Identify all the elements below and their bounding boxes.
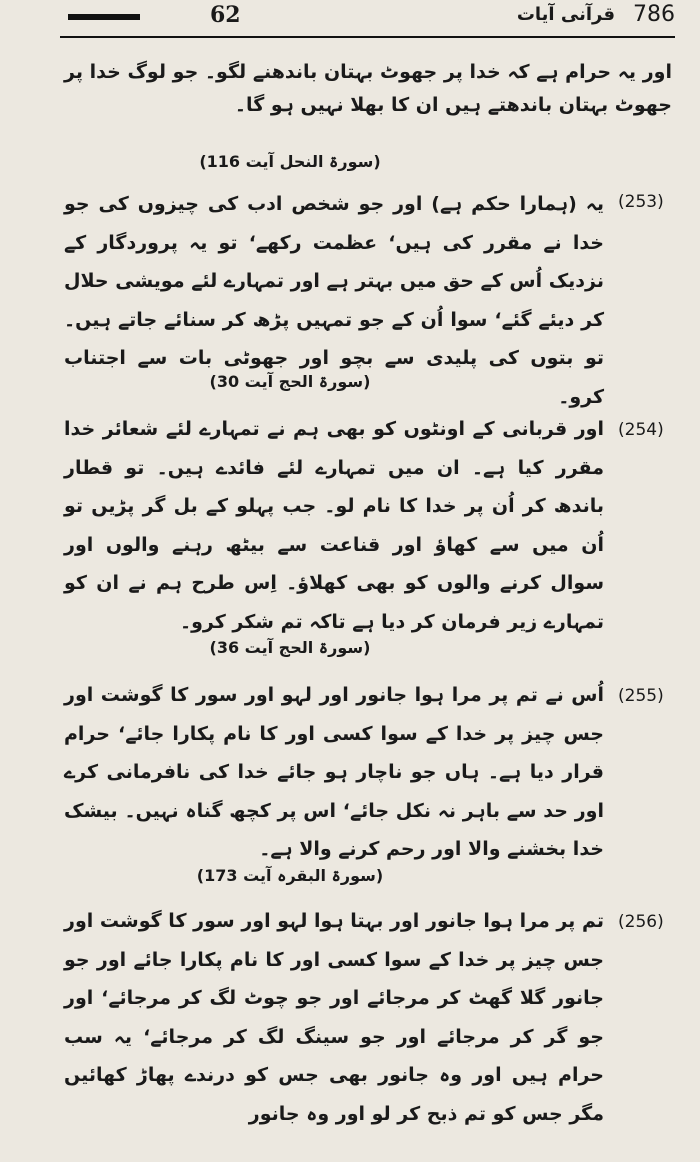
entry-reference: (سورۃ الحج آیت 30) <box>209 372 371 391</box>
intro-reference: (سورۃ النحل آیت 116) <box>199 152 381 171</box>
page-header <box>60 0 675 36</box>
entry-text: تم پر مرا ہوا جانور اور بہتا ہوا لہو اور سور کا گوشت اور جس چیز پر خدا کے سوا کسی اور کا نام پکارا جائے اور جو جانور گلا گھٹ کر مرجائے اور جو چوٹ لگ کر مرجائے‘ اور جو گر کر مرجائے اور جو سینگ لگ کر مرجائے‘ یہ سب حرام ہیں اور وہ جانور بھی جس کو درندے پھاڑ کھائیں مگر جس کو تم ذبح کر لو اور وہ جانور <box>64 910 604 1125</box>
entry-number: (253) <box>618 192 664 212</box>
page-number-urdu: 62 <box>210 2 241 28</box>
entry-text: اور قربانی کے اونٹوں کو بھی ہم نے تمہارے لئے شعائر خدا مقرر کیا ہے۔ ان میں تمہارے لئے فائدے ہیں۔ تو قطار باندھ کر اُن پر خدا کا نام لو۔ جب پہلو کے بل گر پڑیں تو اُن میں سے کھاؤ اور قناعت سے بیٹھ رہنے والوں اور سوال کرنے والوں کو بھی کھلاؤ۔ اِس طرح ہم نے ان کو تمہارے زیر فرمان کر دیا ہے تاکہ تم شکر کرو۔ <box>64 418 604 633</box>
entry-reference: (سورۃ الحج آیت 36) <box>209 638 371 657</box>
entry-number: (254) <box>618 420 664 440</box>
page-number: 786 <box>633 2 675 27</box>
entry-number: (256) <box>618 912 664 932</box>
entry-text: یہ (ہمارا حکم ہے) اور جو شخص ادب کی چیزوں کی جو خدا نے مقرر کی ہیں‘ عظمت رکھے‘ تو یہ پروردگار کے نزدیک اُس کے حق میں بہتر ہے اور تمہارے لئے مویشی حلال کر دیئے گئے‘ سوا اُن کے جو تمہیں پڑھ کر سنائے جاتے ہیں۔ تو بتوں کی پلیدی سے بچو اور جھوٹی بات سے اجتناب کرو۔ <box>64 193 604 408</box>
header-rule <box>60 36 675 38</box>
entry-reference: (سورۃ البقرہ آیت 173) <box>196 866 384 885</box>
entry-number: (255) <box>618 686 664 706</box>
header-bar <box>68 14 140 20</box>
intro-text: اور یہ حرام ہے کہ خدا پر جھوٹ بہتان باندھنے لگو۔ جو لوگ خدا پر جھوٹ بہتان باندھتے ہیں ان کا بھلا نہیں ہو گا۔ <box>64 61 672 116</box>
entry-text: اُس نے تم پر مرا ہوا جانور اور لہو اور سور کا گوشت اور جس چیز پر خدا کے سوا کسی اور کا نام پکارا جائے‘ حرام قرار دیا ہے۔ ہاں جو ناچار ہو جائے خدا کی نافرمانی کرے اور حد سے باہر نہ نکل جائے‘ اس پر کچھ گناہ نہیں۔ بیشک خدا بخشنے والا اور رحم کرنے والا ہے۔ <box>64 684 604 860</box>
book-title: قرآنی آیات <box>516 4 615 25</box>
